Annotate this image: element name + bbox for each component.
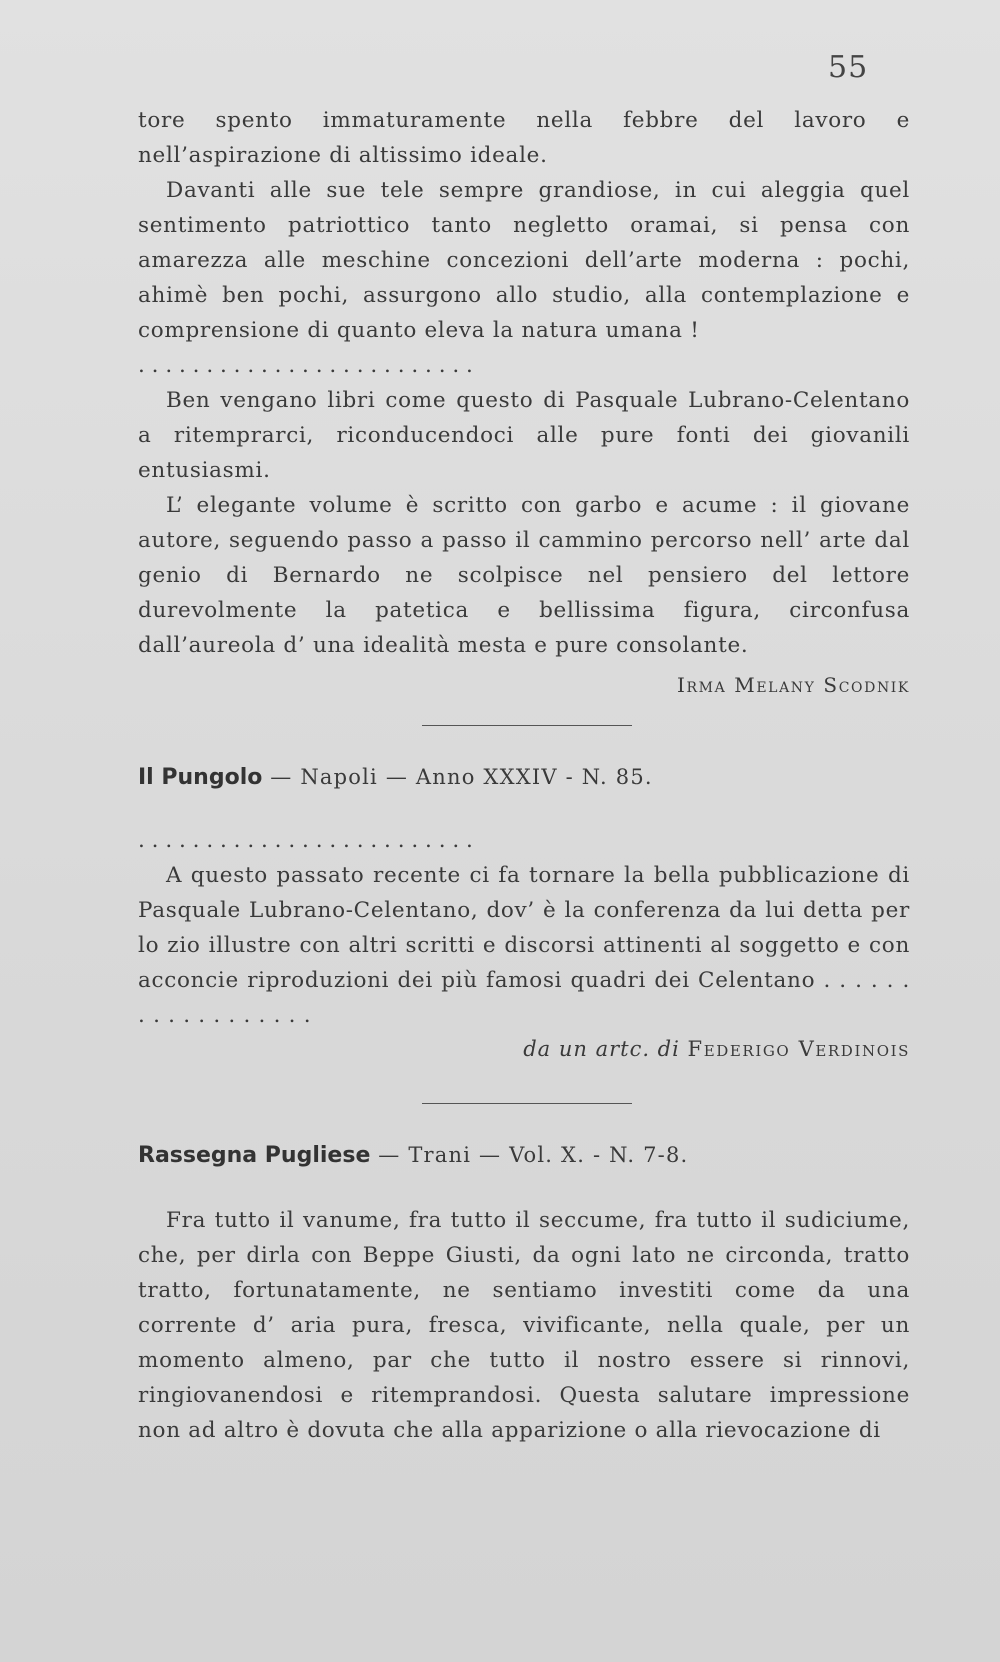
paragraph-text: A questo passato recente ci fa tornare la bella pubblicazione di Pasquale Lubrano-Celentano, dov’ è la conferenza da lui detta per lo zio illustre con altri scritti e discorsi attinenti al soggetto e con acconcie riproduzioni dei più famosi quadri dei Celentano <box>138 863 910 993</box>
publication-name: Il Pungolo <box>138 765 263 790</box>
article-credit <box>523 1037 910 1061</box>
credit-author: Federigo Verdinois <box>687 1037 910 1061</box>
publication-name: Rassegna Pugliese <box>138 1143 371 1168</box>
section-heading-pungolo <box>138 765 910 790</box>
page-number: 55 <box>828 50 869 85</box>
publication-details: — Napoli — Anno XXXIV - N. 85. <box>270 765 653 789</box>
section-review-3 <box>138 1203 910 1448</box>
paragraph: Ben vengano libri come questo di Pasquale Lubrano-Celentano a ritemprarci, riconducendoci alle pure fonti dei giovanili entusiasmi. <box>138 388 910 483</box>
section-heading-rassegna <box>138 1143 910 1168</box>
credit-prefix: da un artc. di <box>523 1037 680 1061</box>
publication-details: — Trani — Vol. X. - N. 7-8. <box>378 1143 689 1167</box>
ellipsis-dots: . . . . . . . . . . . . . . . . . . . . . . . . . <box>138 828 473 853</box>
paragraph: tore spento immaturamente nella febbre del lavoro e nell’aspirazione di altissimo ideale. <box>138 108 910 168</box>
paragraph: L’ elegante volume è scritto con garbo e acume : il giovane autore, seguendo passo a passo il cammino percorso nell’ arte dal genio di Bernardo ne scolpisce nel pensiero del lettore durevolmente la patetica e bellissima figura, circonfusa dall’aureola d’ una idealità mesta e pure consolante. <box>138 493 910 658</box>
author-signature: Irma Melany Scodnik <box>677 673 910 697</box>
section-review-1 <box>138 103 910 663</box>
section-divider <box>422 725 632 726</box>
section-review-2 <box>138 823 910 1033</box>
paragraph <box>138 858 910 1033</box>
section-divider <box>422 1103 632 1104</box>
paragraph: Davanti alle sue tele sempre grandiose, in cui aleggia quel sentimento patriottico tanto negletto oramai, si pensa con amarezza alle meschine concezioni dell’arte moderna : pochi, ahimè ben pochi, assurgono allo studio, alla contemplazione e comprensione di quanto eleva la natura umana ! <box>138 178 910 343</box>
paragraph: Fra tutto il vanume, fra tutto il seccume, fra tutto il sudiciume, che, per dirla con Beppe Giusti, da ogni lato ne circonda, tratto tratto, fortunatamente, ne sentiamo investiti come da una corrente d’ aria pura, fresca, vivificante, nella quale, per un momento almeno, par che tutto il nostro essere si rinnovi, ringiovanendosi e ritemprandosi. Questa salutare impressione non ad altro è dovuta che alla apparizione o alla rievocazione di <box>138 1208 910 1443</box>
ellipsis-dots: . . . . . . . . . . . . . . . . . . . . . . . . . <box>138 353 473 378</box>
trailing-dots: . . . . . . . . . . . . . . . . . . <box>138 968 910 1028</box>
